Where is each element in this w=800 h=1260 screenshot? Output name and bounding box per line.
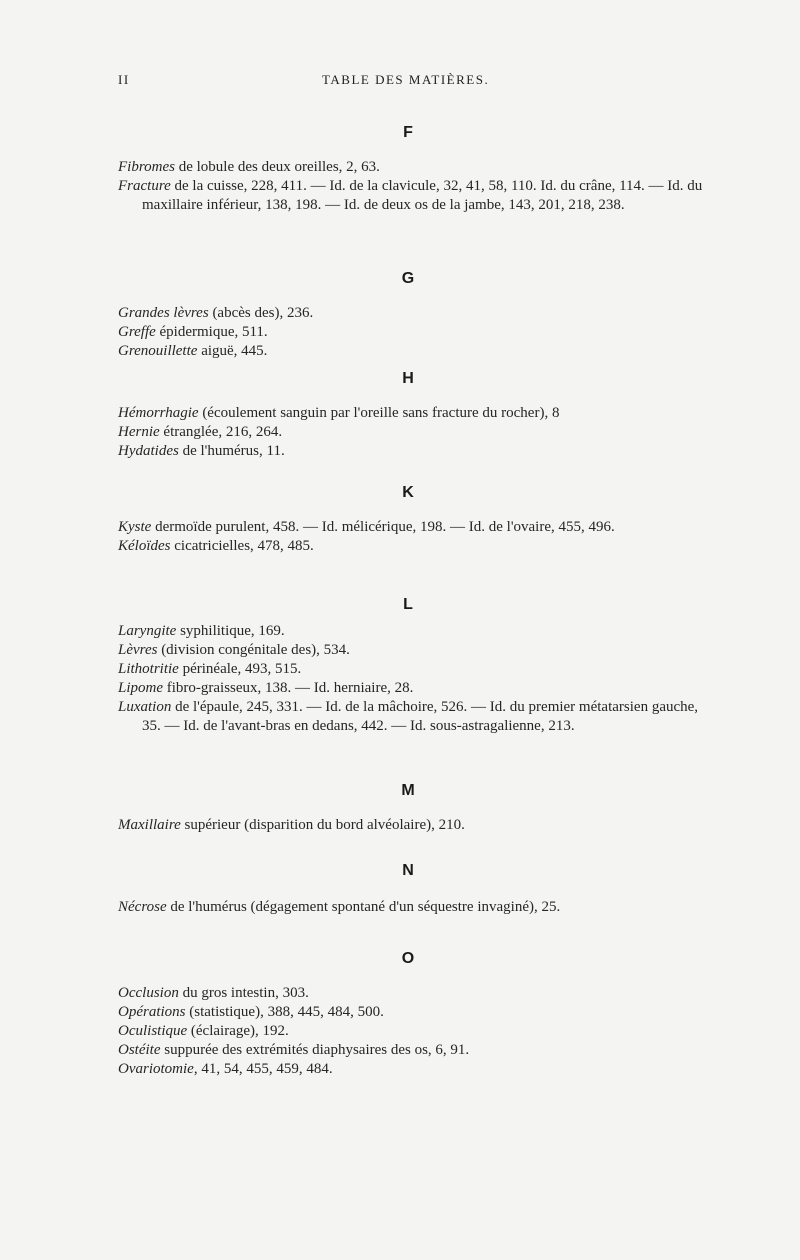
entry-references: étranglée, 216, 264. — [159, 424, 283, 440]
entry-term: Lipome — [118, 680, 163, 696]
index-entry — [118, 898, 708, 917]
section-letter: F — [403, 124, 413, 141]
entry-references: aiguë, 445. — [197, 343, 268, 359]
section-letter: H — [402, 370, 414, 387]
index-entry — [118, 323, 708, 342]
entry-references: (statistique), 388, 445, 484, 500. — [185, 1004, 384, 1020]
entry-list — [118, 158, 708, 215]
entry-references: de la cuisse, 228, 411. — Id. de la clavicule, 32, 41, 58, 110. Id. du crâne, 114. — Id. du maxillaire inférieur, 138, 198. — Id. de deux os de la jambe, 143, 201, 218, 238. — [142, 178, 703, 213]
entry-list — [118, 622, 708, 736]
index-entry — [118, 984, 708, 1003]
entry-references: périnéale, 493, 515. — [178, 661, 302, 677]
entry-references: (éclairage), 192. — [187, 1023, 289, 1039]
index-entry — [118, 679, 708, 698]
index-entry — [118, 304, 708, 323]
entry-references: de lobule des deux oreilles, 2, 63. — [174, 159, 380, 175]
index-entry — [118, 158, 708, 177]
index-entry — [118, 660, 708, 679]
entry-references: épidermique, 511. — [155, 324, 268, 340]
entry-references: fibro-graisseux, 138. — Id. herniaire, 28. — [163, 680, 414, 696]
index-entry — [118, 1003, 708, 1022]
entry-term: Fibromes — [118, 159, 175, 175]
entry-list — [118, 898, 708, 917]
running-title: TABLE DES MATIÈRES. — [322, 72, 490, 87]
entry-references: , 41, 54, 455, 459, 484. — [193, 1061, 333, 1077]
running-head — [118, 72, 718, 94]
entry-term: Occlusion — [118, 985, 179, 1001]
entry-references: (écoulement sanguin par l'oreille sans fracture du rocher), 8 — [198, 405, 560, 421]
index-entry — [118, 423, 708, 442]
entry-term: Hémorrhagie — [118, 405, 199, 421]
entry-references: dermoïde purulent, 458. — Id. mélicérique, 198. — Id. de l'ovaire, 455, 496. — [151, 519, 615, 535]
entry-list — [118, 816, 708, 835]
entry-term: Greffe — [118, 324, 156, 340]
index-entry — [118, 177, 708, 215]
index-entry — [118, 1041, 708, 1060]
entry-term: Fracture — [118, 178, 171, 194]
entry-list — [118, 404, 708, 461]
entry-references: supérieur (disparition du bord alvéolaire), 210. — [180, 817, 465, 833]
entry-term: Nécrose — [118, 899, 167, 915]
entry-references: (abcès des), 236. — [208, 305, 314, 321]
index-entry — [118, 1060, 708, 1079]
entry-term: Lèvres — [118, 642, 158, 658]
entry-references: (division congénitale des), 534. — [157, 642, 350, 658]
entry-term: Grenouillette — [118, 343, 198, 359]
entry-term: Luxation — [118, 699, 172, 715]
entry-references: syphilitique, 169. — [176, 623, 285, 639]
index-entry — [118, 622, 708, 641]
section-letter: K — [402, 484, 414, 501]
index-entry — [118, 698, 708, 736]
page-number: II — [118, 72, 130, 87]
entry-term: Laryngite — [118, 623, 177, 639]
entry-term: Hernie — [118, 424, 160, 440]
entry-references: de l'humérus, 11. — [178, 443, 285, 459]
index-entry — [118, 442, 708, 461]
entry-list — [118, 518, 708, 556]
entry-references: suppurée des extrémités diaphysaires des os, 6, 91. — [160, 1042, 470, 1058]
section-letter: O — [401, 950, 415, 967]
index-entry — [118, 1022, 708, 1041]
entry-term: Ostéite — [118, 1042, 161, 1058]
entry-term: Kyste — [118, 519, 152, 535]
entry-references: de l'épaule, 245, 331. — Id. de la mâchoire, 526. — Id. du premier métatarsien gauche, 35. — Id. de l'avant-bras en dedans, 442. — Id. sous-astragalienne, 213. — [142, 699, 699, 734]
entry-term: Ovariotomie — [118, 1061, 194, 1077]
entry-term: Maxillaire — [118, 817, 181, 833]
index-entry — [118, 641, 708, 660]
entry-term: Grandes lèvres — [118, 305, 209, 321]
index-entry — [118, 404, 708, 423]
index-entry — [118, 816, 708, 835]
entry-references: de l'humérus (dégagement spontané d'un séquestre invaginé), 25. — [166, 899, 561, 915]
index-entry — [118, 537, 708, 556]
entry-term: Lithotritie — [118, 661, 179, 677]
entry-term: Kéloïdes — [118, 538, 171, 554]
index-entry — [118, 518, 708, 537]
section-letter: G — [401, 270, 415, 287]
entry-term: Oculistique — [118, 1023, 188, 1039]
entry-term: Hydatides — [118, 443, 179, 459]
entry-term: Opérations — [118, 1004, 186, 1020]
index-entry — [118, 342, 708, 361]
section-letter: L — [403, 596, 413, 613]
entry-references: cicatricielles, 478, 485. — [170, 538, 314, 554]
entry-list — [118, 984, 708, 1079]
entry-references: du gros intestin, 303. — [178, 985, 309, 1001]
section-letter: N — [402, 862, 414, 879]
section-letter: M — [401, 782, 415, 799]
entry-list — [118, 304, 708, 361]
